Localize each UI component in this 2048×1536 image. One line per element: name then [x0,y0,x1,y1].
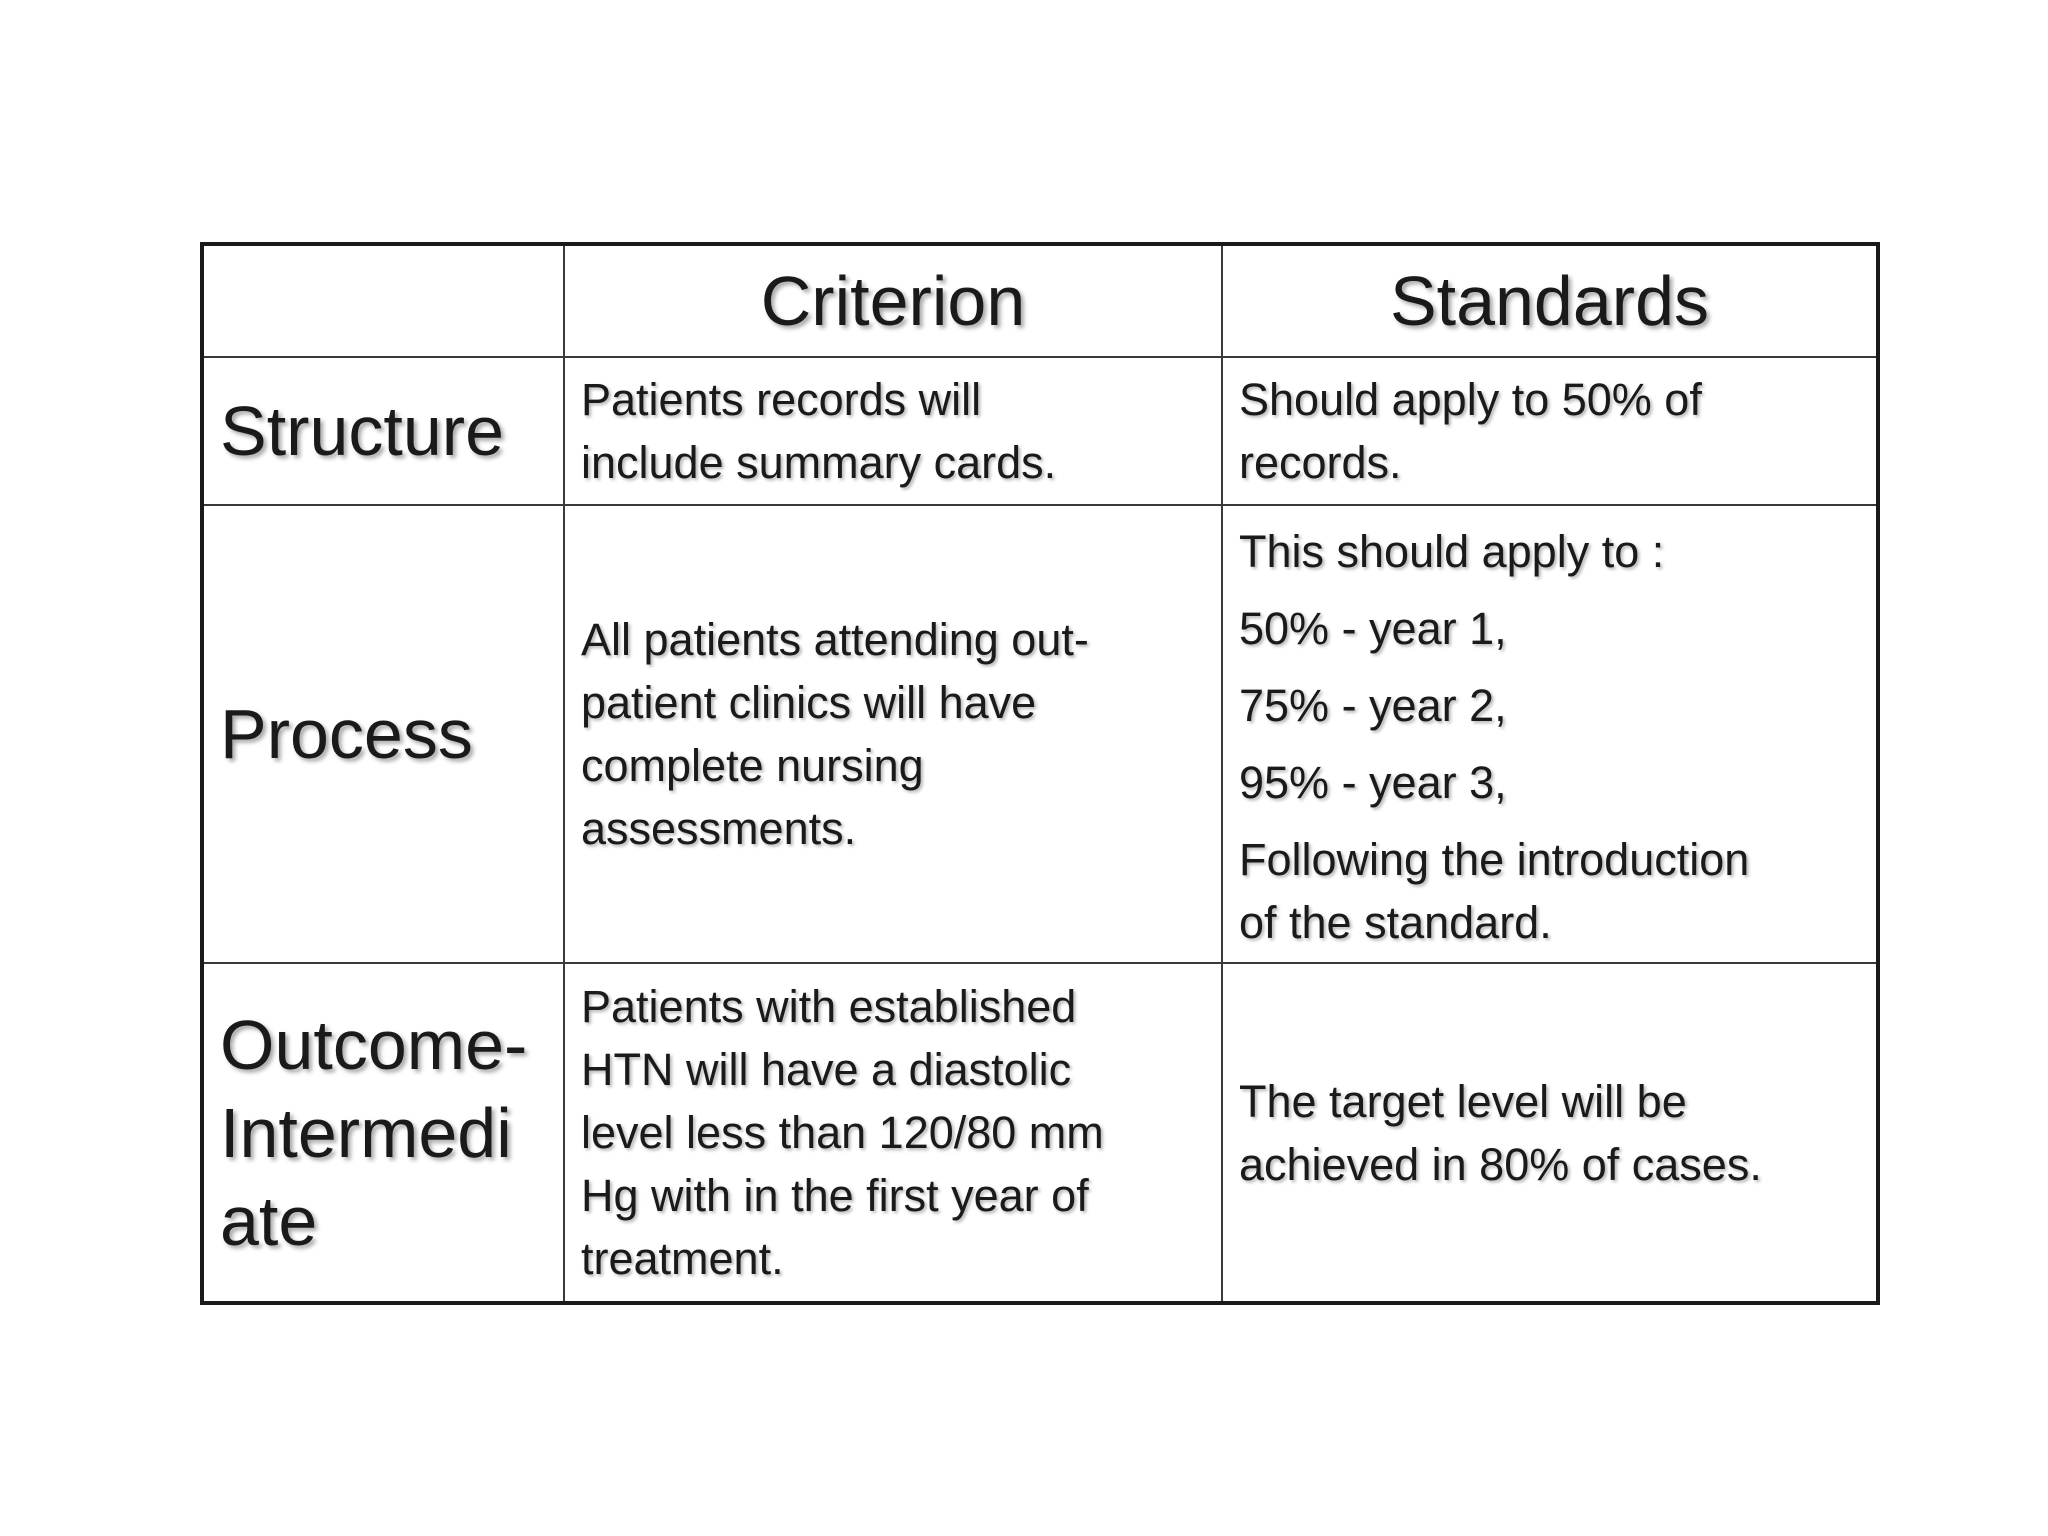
row-label-process [202,505,564,963]
standards-line: records. [1239,437,1402,488]
standards-cell-outcome [1222,963,1878,1303]
row-label-structure [202,357,564,505]
criterion-line: Hg with in the first year of [581,1170,1089,1221]
criterion-line: include summary cards. [581,437,1057,488]
header-criterion: Criterion [564,244,1222,357]
table-row-structure [202,357,1878,505]
row-label-outcome [202,963,564,1303]
criterion-line: assessments. [581,803,857,854]
criterion-cell-process [564,505,1222,963]
row-label-line: ate [220,1181,318,1260]
row-label-line: Intermedi [220,1093,512,1172]
criterion-line: level less than 120/80 mm [581,1107,1104,1158]
standards-line: The target level will be [1239,1075,1687,1127]
criterion-cell-outcome [564,963,1222,1303]
header-corner-cell [202,244,564,357]
criterion-line: treatment. [581,1233,784,1284]
criterion-line: Patients with established [581,981,1077,1032]
table-row-outcome [202,963,1878,1303]
header-standards: Standards [1222,244,1878,357]
criterion-line: All patients attending out- [581,614,1089,665]
row-label-line: Process [220,695,473,773]
standards-line: 75% - year 2, [1239,680,1507,731]
standards-line: 95% - year 3, [1239,757,1507,808]
row-label-line: Outcome- [220,1005,528,1084]
standards-cell-process [1222,505,1878,963]
standards-line: of the standard. [1239,897,1552,948]
criterion-line: Patients records will [581,374,982,425]
criterion-line: patient clinics will have [581,677,1037,728]
standards-line: Should apply to 50% of [1239,374,1702,425]
criteria-standards-table [200,242,1880,1305]
standards-line: achieved in 80% of cases. [1239,1138,1762,1190]
standards-cell-structure [1222,357,1878,505]
criterion-cell-structure [564,357,1222,505]
criterion-line: HTN will have a diastolic [581,1044,1072,1095]
criterion-line: complete nursing [581,740,924,791]
standards-line: Following the introduction [1239,834,1750,885]
standards-line: This should apply to : [1239,526,1665,577]
table-row-process [202,505,1878,963]
standards-line: 50% - year 1, [1239,603,1507,654]
header-row [202,244,1878,357]
row-label-line: Structure [220,392,504,470]
